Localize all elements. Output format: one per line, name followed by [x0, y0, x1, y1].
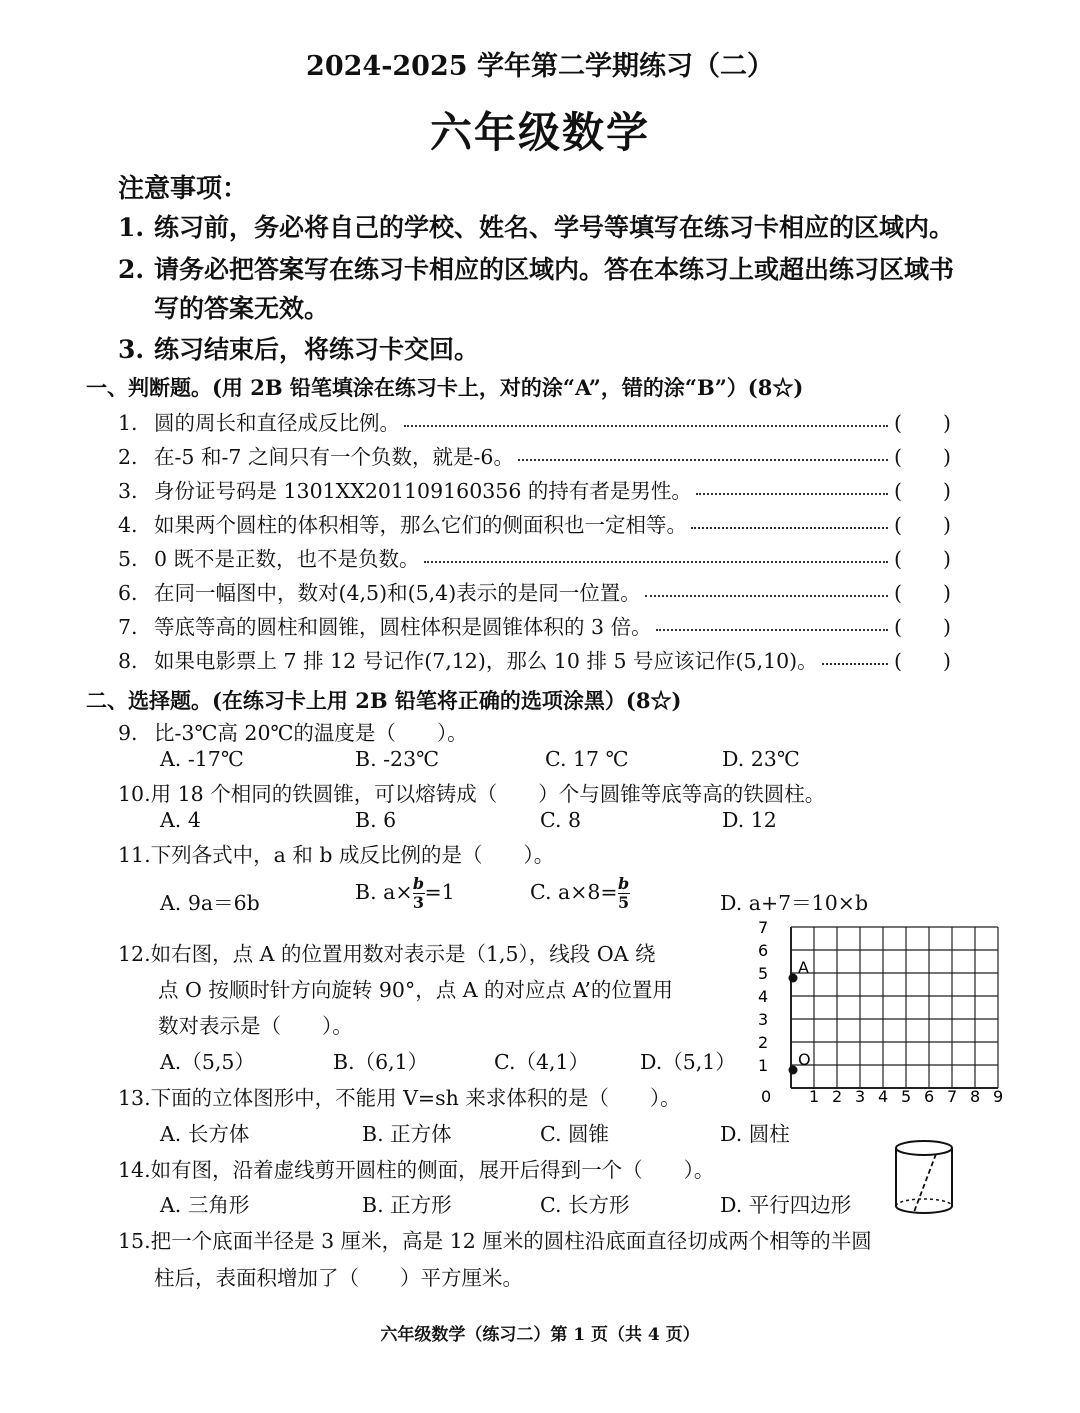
q14-option-b: B. 正方形 — [362, 1193, 452, 1217]
question-num: 11. — [118, 843, 151, 867]
q14-option-d: D. 平行四边形 — [720, 1193, 852, 1217]
answer-parentheses: ( ) — [894, 649, 951, 673]
y-tick-label: 7 — [758, 918, 769, 937]
true-false-question — [118, 406, 968, 436]
dot-leader — [691, 527, 888, 529]
question-text: 0 既不是正数，也不是负数。 — [154, 547, 420, 571]
question-text: 用 18 个相同的铁圆锥，可以熔铸成（ ）个与圆锥等底等高的铁圆柱。 — [150, 782, 826, 806]
question-15 — [118, 1224, 872, 1254]
section-1-heading: 一、判断题。(用 2B 铅笔填涂在练习卡上，对的涂“A”，错的涂“B”）(8☆) — [86, 375, 804, 400]
question-13 — [118, 1081, 681, 1111]
question-num: 5. — [118, 547, 138, 571]
question-11 — [118, 838, 554, 868]
notice-heading: 注意事项： — [118, 174, 249, 204]
point-o — [789, 1066, 798, 1075]
notice-item-3 — [118, 330, 479, 366]
q9-option-d: D. 23℃ — [722, 747, 800, 771]
x-tick-label: 2 — [832, 1087, 843, 1106]
notice-item-2 — [118, 250, 954, 286]
fraction: $\frac{b}{5}$ — [618, 874, 630, 912]
exam-title: 2024-2025 学年第二学期练习（二） — [306, 51, 774, 82]
q10-option-b: B. 6 — [355, 808, 397, 832]
true-false-question — [118, 644, 968, 674]
x-tick-label: 4 — [878, 1087, 889, 1106]
question-num: 1. — [118, 411, 138, 435]
q9-option-b: B. -23℃ — [355, 747, 440, 771]
subject-title: 六年级数学 — [429, 108, 650, 157]
notice-num: 3. — [118, 335, 145, 364]
question-num: 10. — [118, 782, 151, 806]
q13-option-a: A. 长方体 — [160, 1122, 250, 1146]
x-tick-label: 5 — [901, 1087, 912, 1106]
x-tick-label: 6 — [924, 1087, 935, 1106]
question-text: 在同一幅图中，数对(4,5)和(5,4)表示的是同一位置。 — [154, 581, 641, 605]
q14-option-a: A. 三角形 — [160, 1193, 250, 1217]
point-label: A — [798, 958, 809, 977]
question-num: 4. — [118, 513, 138, 537]
q13-option-d: D. 圆柱 — [720, 1122, 790, 1146]
grid-lines — [791, 927, 998, 1088]
question-14 — [118, 1153, 714, 1183]
answer-parentheses: ( ) — [894, 479, 951, 503]
answer-parentheses: ( ) — [894, 615, 951, 639]
question-text: 圆的周长和直径成反比例。 — [154, 411, 400, 435]
y-tick-label: 6 — [758, 941, 769, 960]
q11-option-d: D. a+7＝10×b — [720, 891, 869, 915]
coordinate-grid — [748, 916, 1004, 1108]
question-12 — [118, 937, 655, 967]
true-false-question — [118, 440, 968, 470]
question-text: 身份证号码是 1301XX201109160356 的持有者是男性。 — [154, 479, 692, 503]
true-false-question — [118, 508, 968, 538]
grid-labels — [758, 918, 1003, 1106]
x-tick-label: 1 — [809, 1087, 820, 1106]
question-text: 在-5 和-7 之间只有一个负数，就是-6。 — [154, 445, 514, 469]
q12-option-b: B.（6,1） — [333, 1050, 429, 1074]
dot-leader — [656, 629, 888, 631]
question-9 — [118, 716, 468, 746]
q9-option-c: C. 17 ℃ — [545, 747, 629, 771]
cylinder-figure — [888, 1138, 960, 1218]
section-2-heading: 二、选择题。(在练习卡上用 2B 铅笔将正确的选项涂黑）(8☆) — [86, 688, 682, 713]
point-label: O — [798, 1050, 811, 1069]
fraction: $\frac{b}{3}$ — [412, 874, 425, 912]
question-15-line2: 柱后，表面积增加了（ ）平方厘米。 — [154, 1266, 523, 1290]
x-tick-label: 8 — [970, 1087, 981, 1106]
true-false-question — [118, 576, 968, 606]
answer-parentheses: ( ) — [894, 513, 951, 537]
question-text: 如有图，沿着虚线剪开圆柱的侧面，展开后得到一个（ ）。 — [150, 1158, 715, 1182]
y-tick-label: 2 — [758, 1033, 769, 1052]
q11-option-a: A. 9a＝6b — [160, 891, 260, 915]
q13-option-b: B. 正方体 — [362, 1122, 452, 1146]
dot-leader — [645, 595, 888, 597]
question-text: 下列各式中，a 和 b 成反比例的是（ ）。 — [150, 843, 555, 867]
question-num: 2. — [118, 445, 138, 469]
question-12-line3: 数对表示是（ ）。 — [158, 1014, 353, 1038]
q12-option-c: C.（4,1） — [494, 1050, 590, 1074]
dot-leader — [696, 493, 888, 495]
notice-item-1 — [118, 208, 954, 244]
y-tick-label: 5 — [758, 964, 769, 983]
dot-leader — [404, 425, 888, 427]
question-num: 13. — [118, 1086, 151, 1110]
question-num: 12. — [118, 942, 151, 966]
true-false-question — [118, 542, 968, 572]
notice-text: 练习前，务必将自己的学校、姓名、学号等填写在练习卡相应的区域内。 — [154, 213, 955, 242]
question-text: 下面的立体图形中，不能用 V=sh 来求体积的是（ ）。 — [150, 1086, 681, 1110]
y-tick-label: 1 — [758, 1056, 769, 1075]
page-footer: 六年级数学（练习二）第 1 页（共 4 页） — [380, 1325, 700, 1345]
x-tick-label: 0 — [761, 1087, 772, 1106]
question-num: 9. — [118, 721, 138, 745]
q13-option-c: C. 圆锥 — [540, 1122, 609, 1146]
question-num: 3. — [118, 479, 138, 503]
question-text: 如果两个圆柱的体积相等，那么它们的侧面积也一定相等。 — [154, 513, 687, 537]
x-tick-label: 7 — [947, 1087, 958, 1106]
q12-option-a: A.（5,5） — [160, 1050, 255, 1074]
answer-parentheses: ( ) — [894, 581, 951, 605]
true-false-question — [118, 474, 968, 504]
q9-option-a: A. -17℃ — [160, 747, 244, 771]
answer-parentheses: ( ) — [894, 547, 951, 571]
y-tick-label: 3 — [758, 1010, 769, 1029]
option-text: B. a× — [355, 880, 413, 904]
notice-item-2-cont: 写的答案无效。 — [154, 294, 330, 323]
question-num: 7. — [118, 615, 138, 639]
q10-option-a: A. 4 — [160, 808, 201, 832]
option-text: =1 — [424, 880, 455, 904]
q12-option-d: D.（5,1） — [640, 1050, 736, 1074]
notice-text: 练习结束后，将练习卡交回。 — [154, 335, 480, 364]
y-tick-label: 4 — [758, 987, 769, 1006]
question-text: 比-3℃高 20℃的温度是（ ）。 — [154, 721, 468, 745]
option-text: C. a×8= — [530, 880, 618, 904]
true-false-question — [118, 610, 968, 640]
answer-parentheses: ( ) — [894, 445, 951, 469]
question-text: 等底等高的圆柱和圆锥，圆柱体积是圆锥体积的 3 倍。 — [154, 615, 652, 639]
dot-leader — [822, 663, 888, 665]
question-num: 14. — [118, 1158, 151, 1182]
q11-option-c — [530, 876, 630, 911]
question-text: 如右图，点 A 的位置用数对表示是（1,5），线段 OA 绕 — [150, 942, 656, 966]
x-tick-label: 9 — [993, 1087, 1004, 1106]
x-tick-label: 3 — [855, 1087, 866, 1106]
question-text: 把一个底面半径是 3 厘米，高是 12 厘米的圆柱沿底面直径切成两个相等的半圆 — [150, 1229, 872, 1253]
q10-option-c: C. 8 — [540, 808, 582, 832]
dot-leader — [424, 561, 888, 563]
question-num: 6. — [118, 581, 138, 605]
answer-parentheses: ( ) — [894, 411, 951, 435]
question-12-line2: 点 O 按顺时针方向旋转 90°，点 A 的对应点 A’的位置用 — [158, 978, 673, 1002]
notice-text: 请务必把答案写在练习卡相应的区域内。答在本练习上或超出练习区域书 — [154, 255, 955, 284]
notice-num: 1. — [118, 213, 145, 242]
q11-option-b — [355, 876, 455, 911]
question-num: 15. — [118, 1229, 151, 1253]
q14-option-c: C. 长方形 — [540, 1193, 630, 1217]
question-10 — [118, 777, 825, 807]
notice-num: 2. — [118, 255, 145, 284]
dot-leader — [518, 459, 888, 461]
q10-option-d: D. 12 — [722, 808, 777, 832]
question-num: 8. — [118, 649, 138, 673]
question-text: 如果电影票上 7 排 12 号记作(7,12)，那么 10 排 5 号应该记作(5,10)。 — [154, 649, 818, 673]
point-a — [789, 974, 798, 983]
